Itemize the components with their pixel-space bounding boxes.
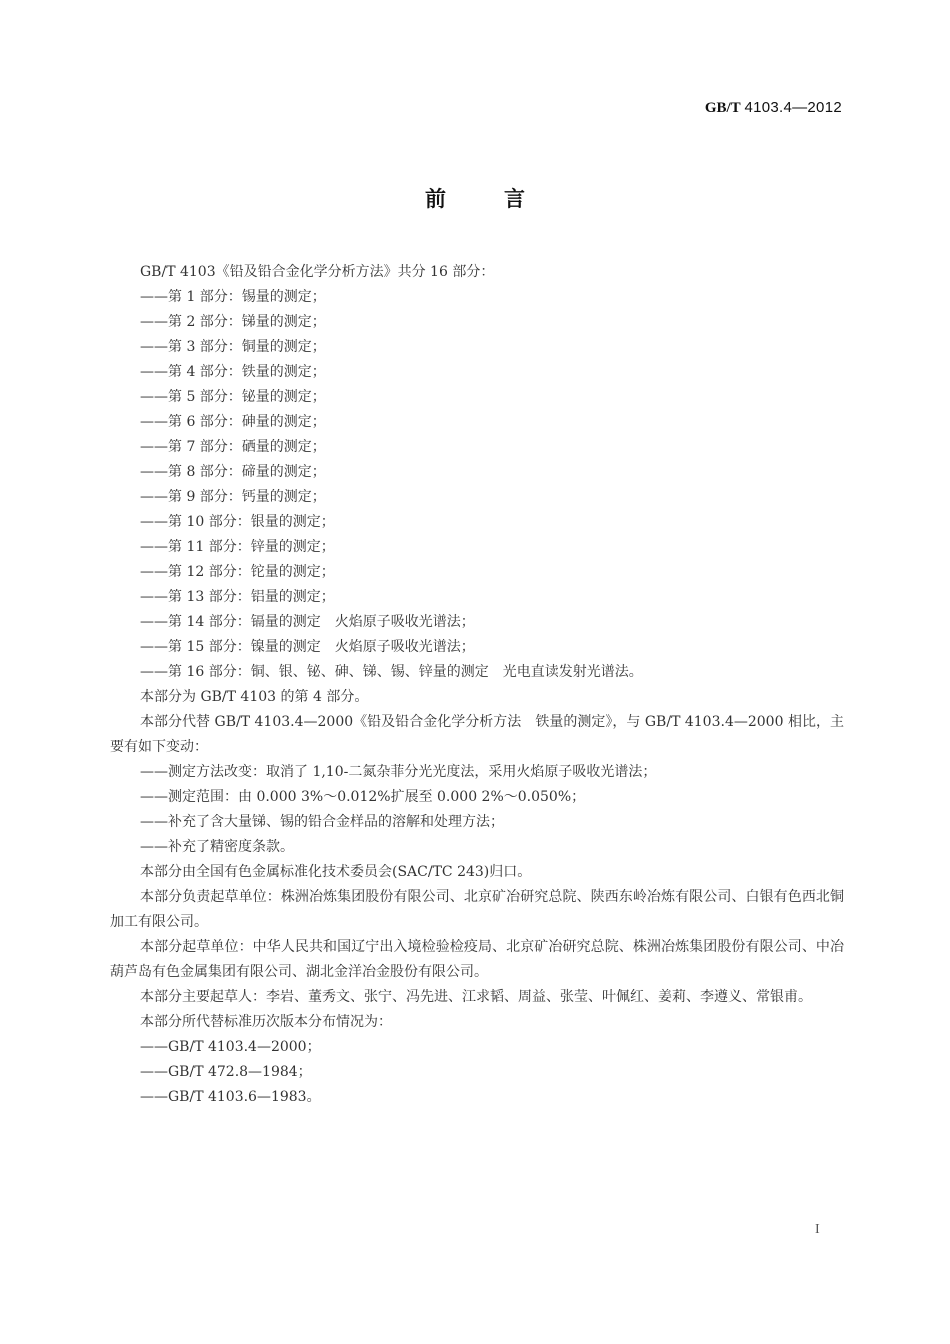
changes-list xyxy=(110,760,844,860)
history-intro: 本部分所代替标准历次版本分布情况为： xyxy=(140,1014,392,1030)
list-item: ——第 8 部分：碲量的测定； xyxy=(140,464,326,480)
committee-paragraph: 本部分由全国有色金属标准化技术委员会(SAC/TC 243)归口。 xyxy=(140,864,532,880)
list-item: ——补充了含大量锑、锡的铅合金样品的溶解和处理方法； xyxy=(140,814,504,830)
standard-number: 4103.4—2012 xyxy=(744,99,842,116)
drafting-units-paragraph: 本部分起草单位：中华人民共和国辽宁出入境检验检疫局、北京矿冶研究总院、株洲冶炼集团股份有限公司、中冶葫芦岛有色金属集团有限公司、湖北金洋冶金股份有限公司。 xyxy=(110,939,844,980)
list-item: ——GB/T 4103.4—2000； xyxy=(140,1039,321,1055)
standard-prefix: GB/T xyxy=(704,100,741,116)
list-item: ——第 13 部分：铝量的测定； xyxy=(140,589,335,605)
list-item: ——第 12 部分：铊量的测定； xyxy=(140,564,335,580)
standard-code xyxy=(705,99,842,117)
list-item: ——第 9 部分：钙量的测定； xyxy=(140,489,326,505)
list-item: ——第 5 部分：铋量的测定； xyxy=(140,389,326,405)
responsible-units-paragraph: 本部分负责起草单位：株洲冶炼集团股份有限公司、北京矿冶研究总院、陕西东岭冶炼有限公司、白银有色西北铜加工有限公司。 xyxy=(110,889,844,930)
list-item: ——GB/T 4103.6—1983。 xyxy=(140,1089,321,1105)
list-item: ——第 4 部分：铁量的测定； xyxy=(140,364,326,380)
history-list xyxy=(110,1035,844,1110)
list-item: ——第 2 部分：锑量的测定； xyxy=(140,314,326,330)
list-item: ——第 10 部分：银量的测定； xyxy=(140,514,335,530)
list-item: ——第 14 部分：镉量的测定 火焰原子吸收光谱法； xyxy=(140,614,475,630)
this-part-paragraph: 本部分为 GB/T 4103 的第 4 部分。 xyxy=(140,689,369,705)
replaces-paragraph: 本部分代替 GB/T 4103.4—2000《铅及铅合金化学分析方法 铁量的测定》，与 GB/T 4103.4—2000 相比，主要有如下变动： xyxy=(110,714,844,755)
list-item: ——第 16 部分：铜、银、铋、砷、锑、锡、锌量的测定 光电直读发射光谱法。 xyxy=(140,664,643,680)
page-title: 前言 xyxy=(425,187,583,211)
list-item: ——第 6 部分：砷量的测定； xyxy=(140,414,326,430)
list-item: ——第 15 部分：镍量的测定 火焰原子吸收光谱法； xyxy=(140,639,475,655)
list-item: ——第 1 部分：锡量的测定； xyxy=(140,289,326,305)
list-item: ——测定方法改变：取消了 1,10-二氮杂菲分光光度法，采用火焰原子吸收光谱法； xyxy=(140,764,657,780)
intro-line: GB/T 4103《铅及铅合金化学分析方法》共分 16 部分： xyxy=(140,264,495,280)
foreword-body xyxy=(110,260,844,1110)
list-item: ——GB/T 472.8—1984； xyxy=(140,1064,312,1080)
drafters-paragraph: 本部分主要起草人：李岩、董秀文、张宁、冯先进、江求韬、周益、张莹、叶佩红、姜莉、李遵义、常银甫。 xyxy=(140,989,812,1005)
list-item: ——第 7 部分：硒量的测定； xyxy=(140,439,326,455)
list-item: ——测定范围：由 0.000 3%～0.012%扩展至 0.000 2%～0.050%； xyxy=(140,789,586,805)
list-item: ——补充了精密度条款。 xyxy=(140,839,294,855)
parts-list xyxy=(110,285,844,685)
page-number: I xyxy=(815,1222,820,1237)
list-item: ——第 3 部分：铜量的测定； xyxy=(140,339,326,355)
list-item: ——第 11 部分：锌量的测定； xyxy=(140,539,335,555)
